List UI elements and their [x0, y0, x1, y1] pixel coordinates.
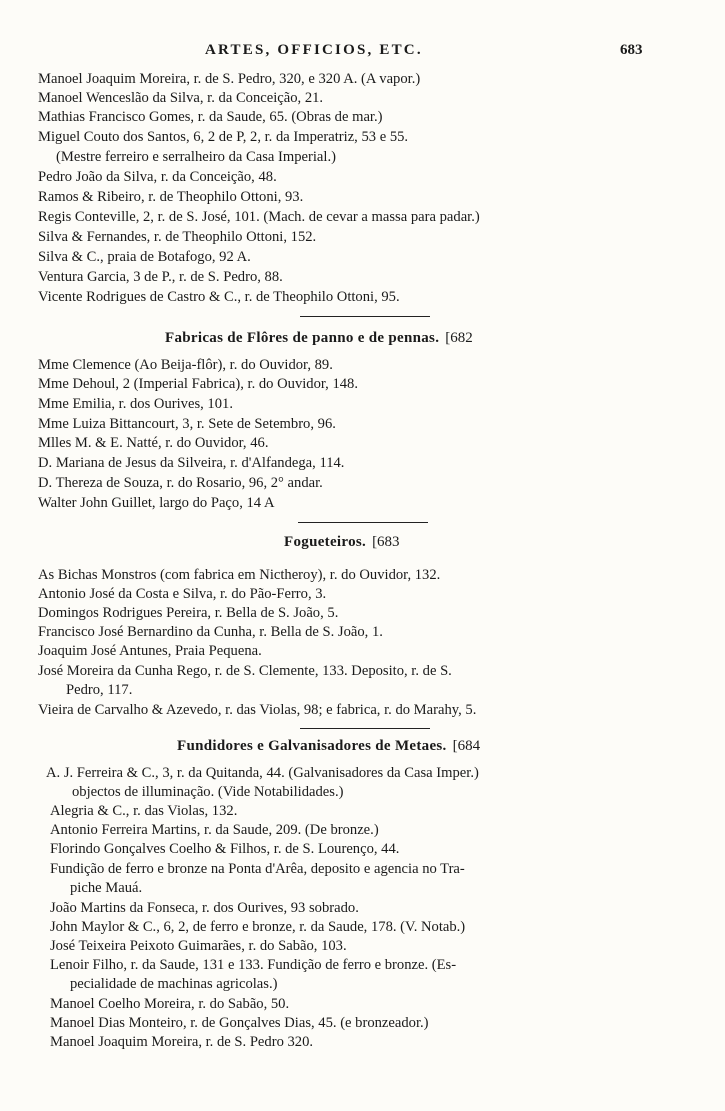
- list-item: Fundição de ferro e bronze na Ponta d'Arêa, deposito e agencia no Tra-: [50, 861, 465, 877]
- list-item: Lenoir Filho, r. da Saude, 131 e 133. Fundição de ferro e bronze. (Es-: [50, 957, 457, 973]
- section-heading-text: Fundidores e Galvanisadores de Metaes.: [177, 738, 447, 754]
- section-heading-fundidores: [177, 738, 480, 755]
- list-item: Miguel Couto dos Santos, 6, 2 de P, 2, r. da Imperatriz, 53 e 55.: [38, 129, 409, 145]
- list-item: Manoel Wenceslão da Silva, r. da Conceição, 21.: [38, 90, 324, 106]
- list-item: Ramos & Ribeiro, r. de Theophilo Ottoni, 93.: [38, 189, 304, 205]
- list-item: Alegria & C., r. das Violas, 132.: [50, 803, 238, 819]
- list-item: Florindo Gonçalves Coelho & Filhos, r. de S. Lourenço, 44.: [50, 841, 400, 857]
- list-item: Mme Clemence (Ao Beija-flôr), r. do Ouvidor, 89.: [38, 357, 333, 373]
- list-item: Mme Emilia, r. dos Ourives, 101.: [38, 396, 233, 412]
- list-item: Joaquim José Antunes, Praia Pequena.: [38, 643, 262, 659]
- list-item: Mathias Francisco Gomes, r. da Saude, 65. (Obras de mar.): [38, 109, 383, 125]
- list-item: José Teixeira Peixoto Guimarães, r. do Sabão, 103.: [50, 938, 347, 954]
- section-divider: [298, 522, 428, 523]
- list-item: Vieira de Carvalho & Azevedo, r. das Violas, 98; e fabrica, r. do Marahy, 5.: [38, 702, 477, 718]
- section-number: [683: [372, 534, 400, 550]
- list-item: Regis Conteville, 2, r. de S. José, 101. (Mach. de cevar a massa para padar.): [38, 209, 480, 225]
- list-item: Manoel Dias Monteiro, r. de Gonçalves Dias, 45. (e bronzeador.): [50, 1015, 429, 1031]
- page-header: [0, 40, 725, 64]
- section-heading-flores: [165, 330, 473, 347]
- section-number: [684: [452, 738, 481, 754]
- list-item: Ventura Garcia, 3 de P., r. de S. Pedro, 88.: [38, 269, 283, 285]
- list-item: John Maylor & C., 6, 2, de ferro e bronze, r. da Saude, 178. (V. Notab.): [50, 919, 466, 935]
- list-item: Antonio Ferreira Martins, r. da Saude, 209. (De bronze.): [50, 822, 379, 838]
- section-heading-text: Fogueteiros.: [284, 534, 367, 550]
- list-item: Mme Luiza Bittancourt, 3, r. Sete de Setembro, 96.: [38, 416, 336, 432]
- list-item: Mlles M. & E. Natté, r. do Ouvidor, 46.: [38, 435, 269, 451]
- list-item: João Martins da Fonseca, r. dos Ourives, 93 sobrado.: [50, 900, 359, 916]
- section-heading-text: Fabricas de Flôres de panno e de pennas.: [165, 330, 440, 346]
- list-item: José Moreira da Cunha Rego, r. de S. Clemente, 133. Deposito, r. de S.: [38, 663, 452, 679]
- list-item: D. Mariana de Jesus da Silveira, r. d'Alfandega, 114.: [38, 455, 345, 471]
- list-item-continuation: (Mestre ferreiro e serralheiro da Casa Imperial.): [56, 149, 336, 165]
- list-item-continuation: piche Mauá.: [70, 880, 143, 896]
- list-item: Francisco José Bernardino da Cunha, r. Bella de S. João, 1.: [38, 624, 383, 640]
- list-item-continuation: pecialidade de machinas agricolas.): [70, 976, 278, 992]
- list-item: Pedro João da Silva, r. da Conceição, 48.: [38, 169, 277, 185]
- list-item: Manoel Coelho Moreira, r. do Sabão, 50.: [50, 996, 290, 1012]
- list-item: Silva & C., praia de Botafogo, 92 A.: [38, 249, 251, 265]
- list-item: Vicente Rodrigues de Castro & C., r. de Theophilo Ottoni, 95.: [38, 289, 400, 305]
- list-item-continuation: Pedro, 117.: [66, 682, 133, 698]
- list-item: D. Thereza de Souza, r. do Rosario, 96, 2° andar.: [38, 475, 323, 491]
- list-item: Mme Dehoul, 2 (Imperial Fabrica), r. do Ouvidor, 148.: [38, 376, 359, 392]
- list-item: Antonio José da Costa e Silva, r. do Pão-Ferro, 3.: [38, 586, 327, 602]
- list-item: Walter John Guillet, largo do Paço, 14 A: [38, 495, 275, 511]
- list-item: Manoel Joaquim Moreira, r. de S. Pedro 320.: [50, 1034, 314, 1050]
- section-number: [682: [445, 330, 473, 346]
- list-item: Manoel Joaquim Moreira, r. de S. Pedro, 320, e 320 A. (A vapor.): [38, 71, 421, 87]
- list-item: Domingos Rodrigues Pereira, r. Bella de S. João, 5.: [38, 605, 339, 621]
- list-item: Silva & Fernandes, r. de Theophilo Ottoni, 152.: [38, 229, 317, 245]
- section-heading-fogueteiros: [284, 534, 400, 551]
- running-head: ARTES, OFFICIOS, ETC.: [205, 42, 423, 58]
- list-item: As Bichas Monstros (com fabrica em Nictheroy), r. do Ouvidor, 132.: [38, 567, 441, 583]
- section-divider: [300, 728, 430, 729]
- section-divider: [300, 316, 430, 317]
- page-number: 683: [620, 42, 643, 58]
- list-item: A. J. Ferreira & C., 3, r. da Quitanda, 44. (Galvanisadores da Casa Imper.): [46, 765, 479, 781]
- list-item-continuation: objectos de illuminação. (Vide Notabilidades.): [72, 784, 344, 800]
